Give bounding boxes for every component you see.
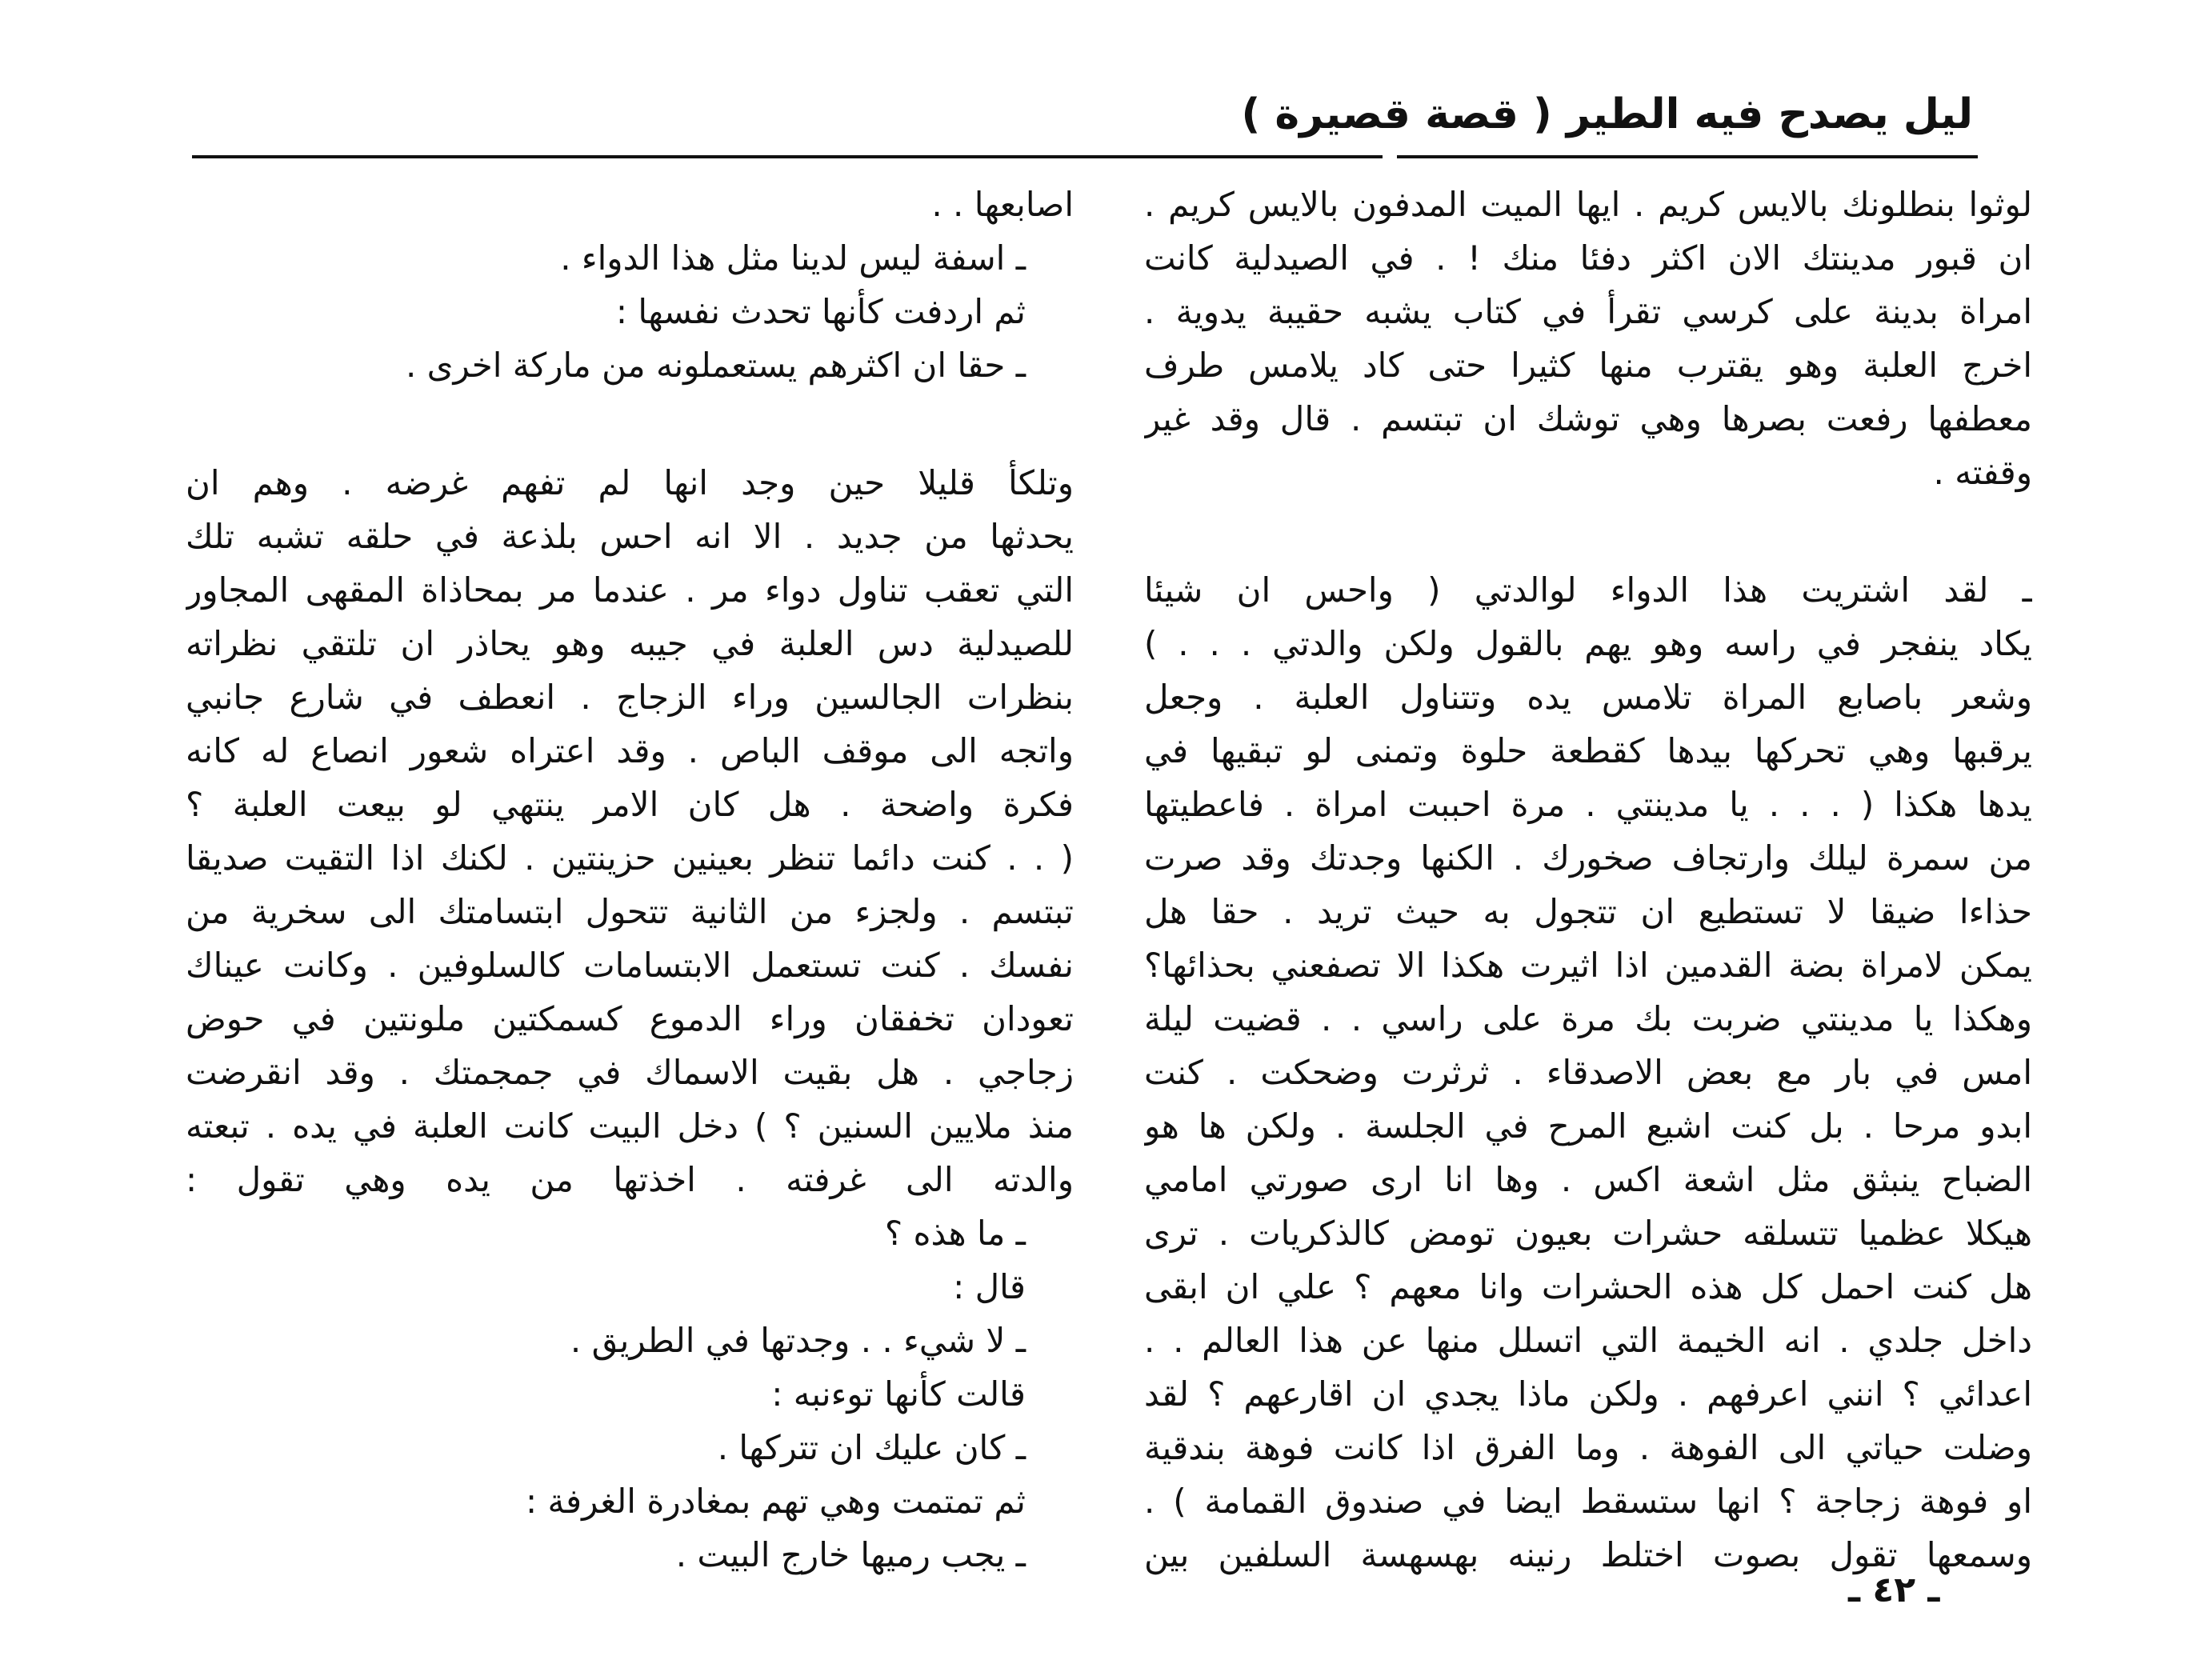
text-line: وشعر باصابع المراة تلامس يده وتتناول العلبة . وجعل: [1144, 678, 2032, 717]
text-line: منذ ملايين السنين ؟ ) دخل البيت كانت العلبة في يده . تبعته: [186, 1106, 1074, 1146]
text-line: التي تعقب تناول دواء مر . عندما مر بمحاذاة المقهى المجاور: [186, 570, 1074, 610]
text-line: يمكن لامراة بضة القدمين اذا اثيرت هكذا الا تصفعني بحذائها؟: [1144, 946, 2032, 985]
text-line: فكرة واضحة . هل كان الامر ينتهي لو بيعت العلبة ؟: [186, 785, 1074, 824]
text-line: داخل جلدي . انه الخيمة التي اتسلل منها عن هذا العالم . .: [1144, 1321, 2032, 1360]
dialog-line: ثم اردفت كأنها تحدث نفسها :: [615, 292, 1026, 331]
text-line: يدها هكذا ( . . . يا مدينتي . مرة احببت امراة . فاعطيتها: [1144, 785, 2032, 824]
dialog-line: ـ لا شيء . . وجدتها في الطريق .: [570, 1321, 1026, 1360]
dialog-line: ـ كان عليك ان تتركها .: [717, 1428, 1026, 1467]
text-line: ابدو مرحا . بل كنت اشيع المرح في الجلسة . ولكن ها هو: [1144, 1106, 2032, 1146]
text-line: لوثوا بنطلونك بالايس كريم . ايها الميت المدفون بالايس كريم .: [1144, 185, 2032, 224]
dialog-line: ـ ما هذه ؟: [884, 1214, 1026, 1253]
dialog-line: قالت كأنها توءنبه :: [771, 1374, 1026, 1414]
text-line: ـ لقد اشتريت هذا الدواء لوالدتي ( واحس ان شيئا: [1144, 570, 2032, 610]
text-line: هل كنت احمل كل هذه الحشرات وانا معهم ؟ علي ان ابقى: [1144, 1267, 2032, 1306]
text-line: يحدثها من جديد . الا انه احس بلذعة في حلقه تشبه تلك: [186, 517, 1074, 556]
dialog-line: ـ حقا ان اكثرهم يستعملونه من ماركة اخرى .: [405, 346, 1026, 385]
header-rule-right: [1397, 155, 1978, 158]
text-line: هيكلا عظميا تتسلقه حشرات بعيون تومض كالذكريات . ترى: [1144, 1214, 2032, 1253]
text-line: وضلت حياتي الى الفوهة . وما الفرق اذا كانت فوهة بندقية: [1144, 1428, 2032, 1467]
text-line: والدته الى غرفته . اخذتها من يده وهي تقول :: [186, 1160, 1074, 1199]
text-line: تعودان تخفقان وراء الدموع كسمكتين ملونتين في حوض: [186, 999, 1074, 1038]
page-title: ليل يصدح فيه الطير ( قصة قصيرة ): [1241, 90, 1973, 138]
text-line: اعدائي ؟ انني اعرفهم . ولكن ماذا يجدي ان اقارعهم ؟ لقد: [1144, 1374, 2032, 1414]
dialog-line: قال :: [953, 1267, 1026, 1306]
text-line: ( . . كنت دائما تنظر بعينين حزينتين . لكنك اذا التقيت صديقا: [186, 838, 1074, 878]
text-line: اخرج العلبة وهو يقترب منها كثيرا حتى كاد يلامس طرف: [1144, 346, 2032, 385]
header-rule-left: [192, 155, 1383, 158]
text-line: معطفها رفعت بصرها وهي توشك ان تبتسم . قال وقد غير: [1144, 399, 2032, 438]
text-line: حذاءا ضيقا لا تستطيع ان تتجول به حيث تريد . حقا هل: [1144, 892, 2032, 931]
text-line: من سمرة ليلك وارتجاف صخورك . الكنها وجدتك وقد صرت: [1144, 838, 2032, 878]
dialog-line: اصابعها . .: [931, 185, 1074, 224]
page-number: ـ ٤٢ ـ: [1848, 1570, 1940, 1610]
right-text-column: [1144, 178, 2032, 1582]
dialog-line: ثم تمتمت وهي تهم بمغادرة الغرفة :: [525, 1482, 1026, 1521]
text-line: وسمعها تقول بصوت اختلط رنينه بهسهسة السلفين بين: [1144, 1535, 2032, 1574]
text-line: وقفته .: [1933, 453, 2032, 492]
text-line: يكاد ينفجر في راسه وهو يهم بالقول ولكن والدتي . . . ): [1144, 624, 2032, 663]
text-line: وتلكأ قليلا حين وجد انها لم تفهم غرضه . وهم ان: [186, 463, 1074, 502]
left-text-column: [186, 178, 1074, 1582]
text-line: واتجه الى موقف الباص . وقد اعتراه شعور انصاع له كانه: [186, 731, 1074, 770]
text-line: نفسك . كنت تستعمل الابتسامات كالسلوفين . وكانت عيناك: [186, 946, 1074, 985]
text-line: الضباح ينبثق مثل اشعة اكس . وها انا ارى صورتي امامي: [1144, 1160, 2032, 1199]
text-line: ان قبور مدينتك الان اكثر دفئا منك ! . في الصيدلية كانت: [1144, 238, 2032, 278]
text-line: تبتسم . ولجزء من الثانية تتحول ابتسامتك الى سخرية من: [186, 892, 1074, 931]
text-line: للصيدلية دس العلبة في جيبه وهو يحاذر ان تلتقي نظراته: [186, 624, 1074, 663]
text-line: بنظرات الجالسين وراء الزجاج . انعطف في شارع جانبي: [186, 678, 1074, 717]
text-line: زجاجي . هل بقيت الاسماك في جمجمتك . وقد انقرضت: [186, 1053, 1074, 1092]
text-line: امس في بار مع بعض الاصدقاء . ثرثرت وضحكت . كنت: [1144, 1053, 2032, 1092]
text-line: امراة بدينة على كرسي تقرأ في كتاب يشبه حقيبة يدوية .: [1144, 292, 2032, 331]
text-line: او فوهة زجاجة ؟ انها ستسقط ايضا في صندوق القمامة ) .: [1144, 1482, 2032, 1521]
dialog-line: ـ يجب رميها خارج البيت .: [675, 1535, 1026, 1574]
text-line: يرقبها وهي تحركها بيدها كقطعة حلوة وتمنى لو تبقيها في: [1144, 731, 2032, 770]
text-line: وهكذا يا مدينتي ضربت بك مرة على راسي . . قضيت ليلة: [1144, 999, 2032, 1038]
dialog-line: ـ اسفة ليس لدينا مثل هذا الدواء .: [560, 238, 1026, 278]
